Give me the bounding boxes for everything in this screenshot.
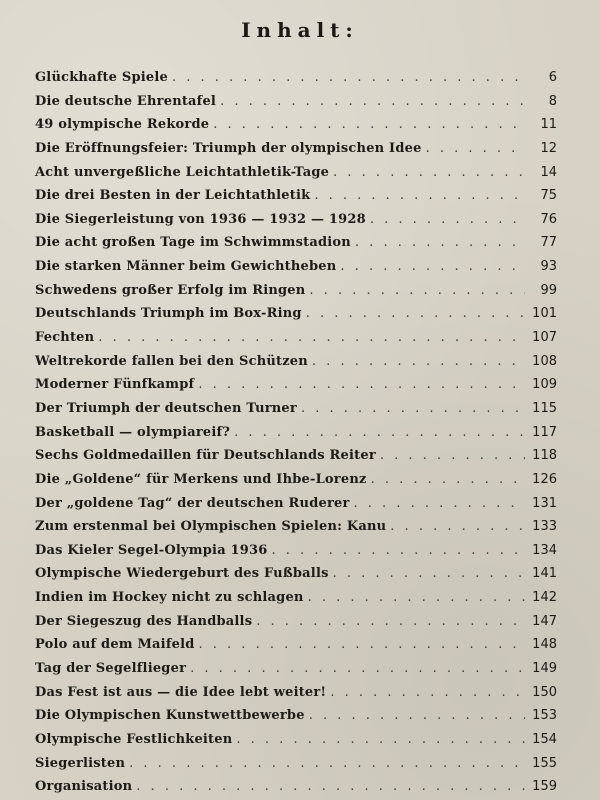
toc-entry <box>35 492 557 516</box>
toc-entry-title: Der Triumph der deutschen Turner <box>35 400 297 416</box>
dot-leader <box>136 775 525 799</box>
dot-leader <box>312 350 525 374</box>
toc-entry <box>35 255 557 279</box>
toc-entry <box>35 444 557 468</box>
toc-entry-page: 107 <box>532 330 557 346</box>
toc-entry <box>35 681 557 705</box>
toc-entry-page: 134 <box>532 542 557 558</box>
dot-leader <box>380 444 525 468</box>
dot-leader <box>213 113 525 137</box>
toc-entry <box>35 562 557 586</box>
toc-entry <box>35 184 557 208</box>
toc-entry <box>35 704 557 728</box>
toc-entry-title: Basketball — olympiareif? <box>35 424 231 440</box>
toc-entry <box>35 208 557 232</box>
toc-entry-title: Fechten <box>35 330 95 346</box>
dot-leader <box>340 255 525 279</box>
toc-entry-title: Weltrekorde fallen bei den Schützen <box>35 353 308 369</box>
toc-entry <box>35 350 557 374</box>
table-of-contents <box>35 66 557 799</box>
toc-entry <box>35 279 557 303</box>
dot-leader <box>272 539 525 563</box>
toc-entry-title: Die Eröffnungsfeier: Triumph der olympischen Idee <box>35 140 422 156</box>
toc-entry-page: 131 <box>532 495 557 511</box>
toc-entry-page: 155 <box>532 755 557 771</box>
toc-entry <box>35 468 557 492</box>
toc-entry <box>35 137 557 161</box>
toc-entry-page: 133 <box>532 519 557 535</box>
dot-leader <box>234 421 525 445</box>
dot-leader <box>309 704 525 728</box>
toc-entry-page: 6 <box>548 70 557 85</box>
dot-leader <box>199 633 525 657</box>
toc-entry-title: Die acht großen Tage im Schwimmstadion <box>35 235 351 251</box>
dot-leader <box>190 657 525 681</box>
toc-entry <box>35 113 557 137</box>
toc-entry <box>35 515 557 539</box>
toc-entry <box>35 161 557 185</box>
toc-entry-page: 14 <box>540 164 557 180</box>
dot-leader <box>426 137 525 161</box>
toc-entry-page: 141 <box>532 566 557 582</box>
toc-entry-title: Siegerlisten <box>35 755 126 771</box>
dot-leader <box>308 586 525 610</box>
toc-entry-title: Zum erstenmal bei Olympischen Spielen: Kanu <box>35 519 387 535</box>
toc-entry-title: Sechs Goldmedaillen für Deutschlands Reiter <box>35 448 376 464</box>
toc-entry-page: 147 <box>532 613 557 629</box>
toc-entry-page: 12 <box>540 140 557 156</box>
toc-entry <box>35 728 557 752</box>
toc-entry <box>35 752 557 776</box>
toc-entry-title: Die Siegerleistung von 1936 — 1932 — 1928 <box>35 211 366 227</box>
toc-entry-title: Glückhafte Spiele <box>35 70 168 85</box>
toc-entry-title: Die drei Besten in der Leichtathletik <box>35 188 311 204</box>
toc-entry-title: Acht unvergeßliche Leichtathletik-Tage <box>35 164 330 180</box>
toc-entry-page: 117 <box>532 424 557 440</box>
dot-leader <box>256 610 525 634</box>
toc-entry-title: Das Fest ist aus — die Idee lebt weiter! <box>35 684 327 700</box>
toc-entry-page: 153 <box>532 708 557 724</box>
toc-entry <box>35 302 557 326</box>
toc-entry <box>35 539 557 563</box>
toc-entry-page: 115 <box>532 400 557 416</box>
dot-leader <box>371 468 525 492</box>
dot-leader <box>333 562 525 586</box>
toc-entry-title: Olympische Wiedergeburt des Fußballs <box>35 566 329 582</box>
dot-leader <box>330 681 525 705</box>
toc-entry-page: 93 <box>540 259 557 275</box>
toc-entry-page: 118 <box>532 448 557 464</box>
page-title: Inhalt: <box>241 18 359 42</box>
toc-entry <box>35 66 557 90</box>
toc-entry <box>35 421 557 445</box>
dot-leader <box>301 397 525 421</box>
toc-entry <box>35 231 557 255</box>
toc-entry-page: 109 <box>532 377 557 393</box>
toc-entry-page: 148 <box>532 637 557 653</box>
toc-entry-title: Die „Goldene“ für Merkens und Ihbe-Lorenz <box>35 471 367 487</box>
toc-entry-title: Moderner Fünfkampf <box>35 377 195 393</box>
toc-entry-page: 150 <box>532 684 557 700</box>
toc-entry-page: 75 <box>540 188 557 204</box>
toc-entry-page: 108 <box>532 353 557 369</box>
toc-entry-title: 49 olympische Rekorde <box>35 117 210 133</box>
toc-entry-page: 126 <box>532 471 557 487</box>
toc-entry-page: 11 <box>540 117 557 133</box>
toc-entry-title: Der Siegeszug des Handballs <box>35 613 253 629</box>
toc-entry-title: Die Olympischen Kunstwettbewerbe <box>35 708 305 724</box>
dot-leader <box>390 515 525 539</box>
toc-entry <box>35 610 557 634</box>
dot-leader <box>220 90 525 114</box>
toc-entry-title: Das Kieler Segel-Olympia 1936 <box>35 542 268 558</box>
toc-entry-page: 159 <box>532 779 557 795</box>
toc-entry-title: Der „goldene Tag“ der deutschen Ruderer <box>35 495 350 511</box>
toc-entry-title: Die deutsche Ehrentafel <box>35 93 217 109</box>
dot-leader <box>306 302 525 326</box>
toc-entry-page: 154 <box>532 731 557 747</box>
dot-leader <box>333 161 525 185</box>
dot-leader <box>198 373 525 397</box>
toc-entry <box>35 633 557 657</box>
toc-entry-title: Schwedens großer Erfolg im Ringen <box>35 282 306 298</box>
toc-entry-page: 76 <box>540 211 557 227</box>
toc-entry-page: 142 <box>532 590 557 606</box>
toc-entry <box>35 373 557 397</box>
toc-entry-title: Tag der Segelflieger <box>35 661 187 677</box>
toc-entry-title: Deutschlands Triumph im Box-Ring <box>35 306 302 322</box>
toc-entry <box>35 90 557 114</box>
dot-leader <box>309 279 525 303</box>
toc-entry <box>35 657 557 681</box>
toc-entry-page: 101 <box>532 306 557 322</box>
toc-entry-title: Organisation <box>35 779 133 795</box>
toc-entry <box>35 586 557 610</box>
dot-leader <box>314 184 525 208</box>
dot-leader <box>355 231 525 255</box>
dot-leader <box>354 492 525 516</box>
dot-leader <box>370 208 525 232</box>
toc-entry <box>35 397 557 421</box>
toc-entry-page: 149 <box>532 661 557 677</box>
dot-leader <box>129 752 525 776</box>
toc-entry-page: 8 <box>548 93 557 109</box>
toc-entry-page: 99 <box>540 282 557 298</box>
dot-leader <box>98 326 525 350</box>
toc-entry <box>35 326 557 350</box>
toc-entry-title: Die starken Männer beim Gewichtheben <box>35 259 337 275</box>
toc-entry-title: Polo auf dem Maifeld <box>35 637 195 653</box>
toc-entry <box>35 775 557 799</box>
toc-entry-title: Olympische Festlichkeiten <box>35 731 233 747</box>
toc-entry-title: Indien im Hockey nicht zu schlagen <box>35 590 304 606</box>
toc-entry-page: 77 <box>540 235 557 251</box>
dot-leader <box>172 66 525 90</box>
dot-leader <box>236 728 525 752</box>
